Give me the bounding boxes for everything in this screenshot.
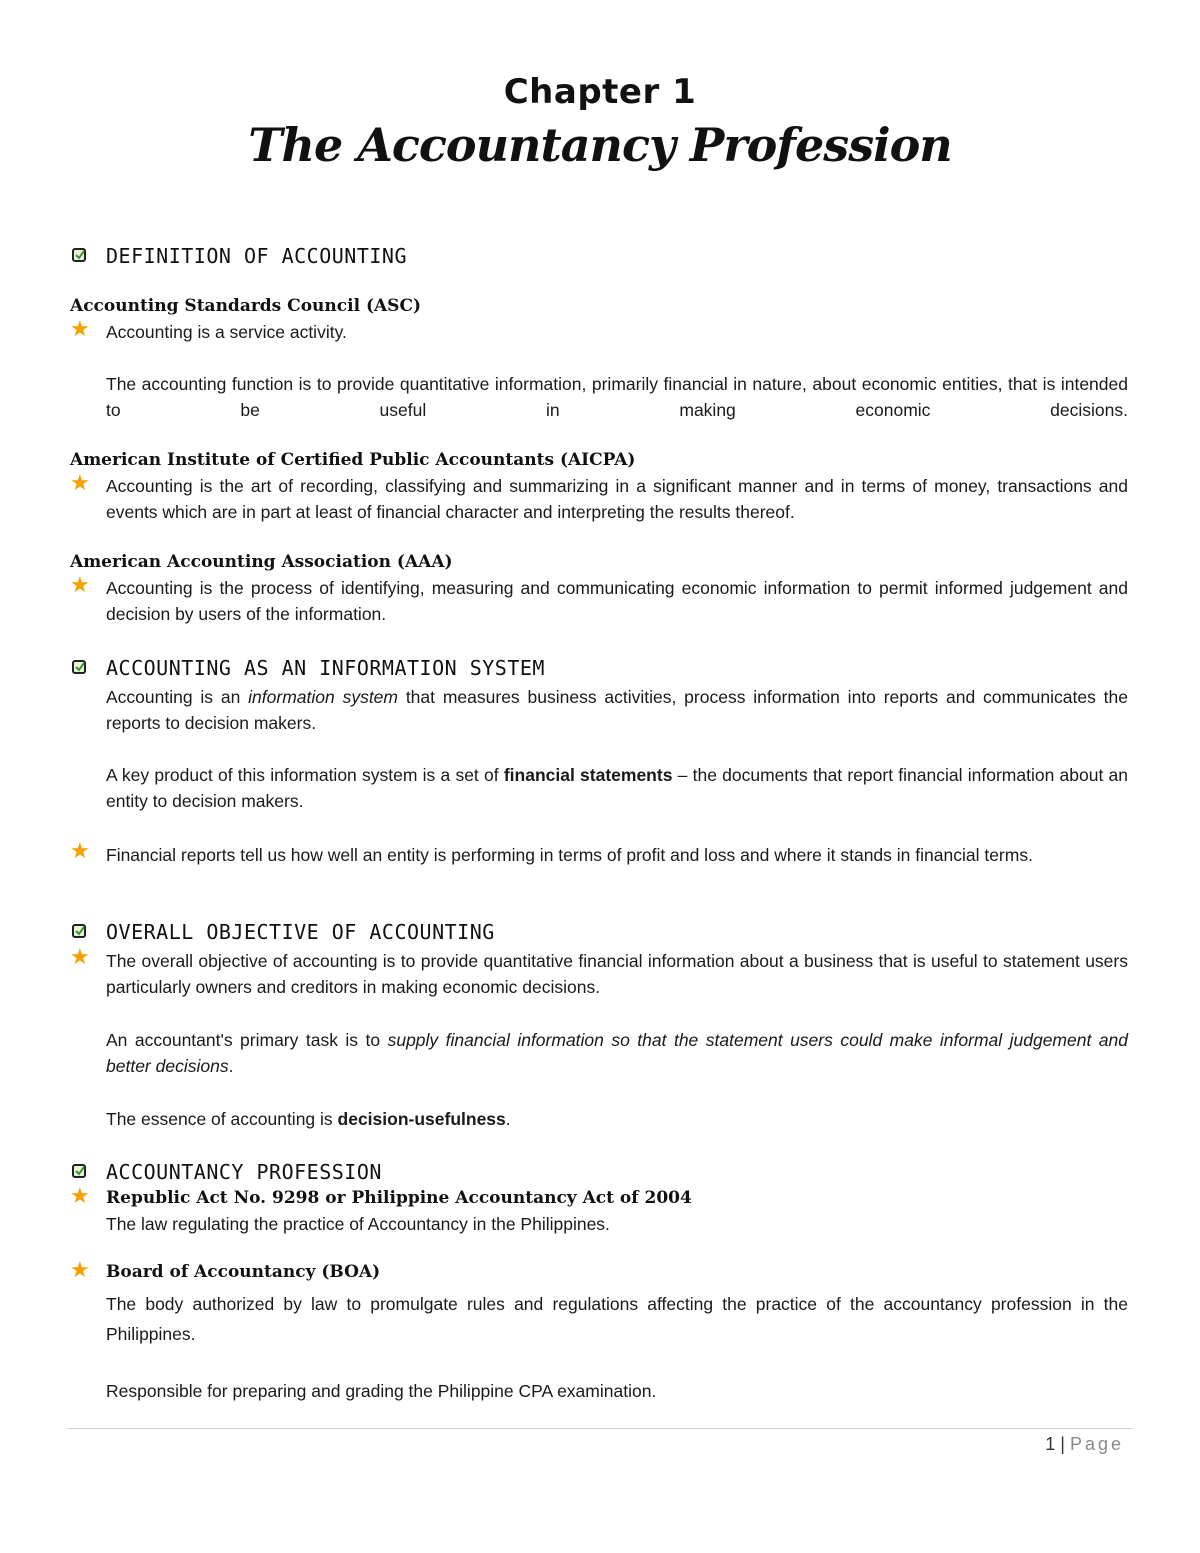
- aicpa-paragraph: Accounting is the art of recording, classifying and summarizing in a significant manner and in terms of money, transactions and events which are in part at least of financial character and interpreting the results thereof.: [106, 476, 1128, 522]
- org-asc: Accounting Standards Council (ASC): [70, 296, 422, 316]
- page-footer: [0, 1434, 1124, 1455]
- strong: decision-usefulness: [337, 1109, 506, 1129]
- aaa-paragraph: Accounting is the process of identifying, measuring and communicating economic information to permit informed judgement and decision by users of the information.: [106, 578, 1128, 624]
- info-system-paragraph-2: [106, 762, 1128, 814]
- star-icon: ★: [70, 471, 90, 496]
- objective-paragraph-1: The overall objective of accounting is to provide quantitative financial information about a business that is useful to statement users particularly owners and creditors in making economic decisions.: [106, 951, 1128, 997]
- org-aaa: American Accounting Association (AAA): [70, 552, 453, 572]
- star-icon: ★: [70, 317, 90, 342]
- text: .: [505, 1109, 511, 1129]
- section-heading-info-system: ACCOUNTING AS AN INFORMATION SYSTEM: [106, 656, 545, 680]
- strong: financial statements: [503, 765, 673, 785]
- text: .: [228, 1056, 234, 1076]
- ra-title: Republic Act No. 9298 or Philippine Accountancy Act of 2004: [106, 1188, 692, 1208]
- asc-line: Accounting is a service activity.: [106, 322, 347, 342]
- org-aicpa: American Institute of Certified Public Accountants (AICPA): [70, 450, 636, 470]
- chapter-title: The Accountancy Profession: [248, 118, 952, 172]
- ra-description: The law regulating the practice of Accountancy in the Philippines.: [106, 1214, 610, 1234]
- footer-divider: [68, 1428, 1132, 1429]
- star-icon: ★: [70, 1184, 90, 1209]
- checkbox-icon: [72, 248, 86, 262]
- text: A key product of this information system is a set of: [106, 765, 504, 785]
- boa-description: The body authorized by law to promulgate rules and regulations affecting the practice of the accountancy profession in the Philippines.: [106, 1294, 1128, 1344]
- objective-paragraph-3: [106, 1106, 1128, 1132]
- section-heading-definition: DEFINITION OF ACCOUNTING: [106, 244, 407, 268]
- text: The essence of accounting is: [106, 1109, 338, 1129]
- info-system-paragraph-1: [106, 684, 1128, 736]
- text: An accountant's primary task is to: [106, 1030, 388, 1050]
- section-heading-profession: ACCOUNTANCY PROFESSION: [106, 1160, 382, 1184]
- checkbox-icon: [72, 924, 86, 938]
- text: that measures business activities, process information into reports and communicates the reports to decision makers.: [106, 687, 1128, 733]
- text: – the documents that report financial information about an entity to decision makers.: [106, 765, 1128, 811]
- checkbox-icon: [72, 660, 86, 674]
- chapter-number: Chapter 1: [503, 72, 697, 112]
- page-number: 1: [1045, 1434, 1056, 1454]
- star-icon: ★: [70, 945, 90, 970]
- asc-paragraph: [106, 371, 1128, 423]
- emphasis: information system: [248, 687, 398, 707]
- boa-title: Board of Accountancy (BOA): [106, 1262, 381, 1282]
- boa-responsibility: Responsible for preparing and grading the Philippine CPA examination.: [106, 1381, 657, 1401]
- info-system-paragraph-3: Financial reports tell us how well an entity is performing in terms of profit and loss and where it stands in financial terms.: [106, 845, 1033, 865]
- text: Accounting is an: [106, 687, 249, 707]
- page-label: Page: [1069, 1434, 1124, 1454]
- star-icon: ★: [70, 573, 90, 598]
- footer-separator: |: [1060, 1434, 1065, 1454]
- emphasis: supply financial information so that the statement users could make informal judgement and better decisions: [106, 1030, 1128, 1076]
- asc-paragraph-text: The accounting function is to provide quantitative information, primarily financial in nature, about economic entities, that is intended to be useful in making economic decisions.: [106, 374, 1128, 420]
- section-heading-objective: OVERALL OBJECTIVE OF ACCOUNTING: [106, 920, 495, 944]
- star-icon: ★: [70, 1258, 90, 1283]
- star-icon: ★: [70, 839, 90, 864]
- objective-paragraph-2: [106, 1027, 1128, 1079]
- checkbox-icon: [72, 1164, 86, 1178]
